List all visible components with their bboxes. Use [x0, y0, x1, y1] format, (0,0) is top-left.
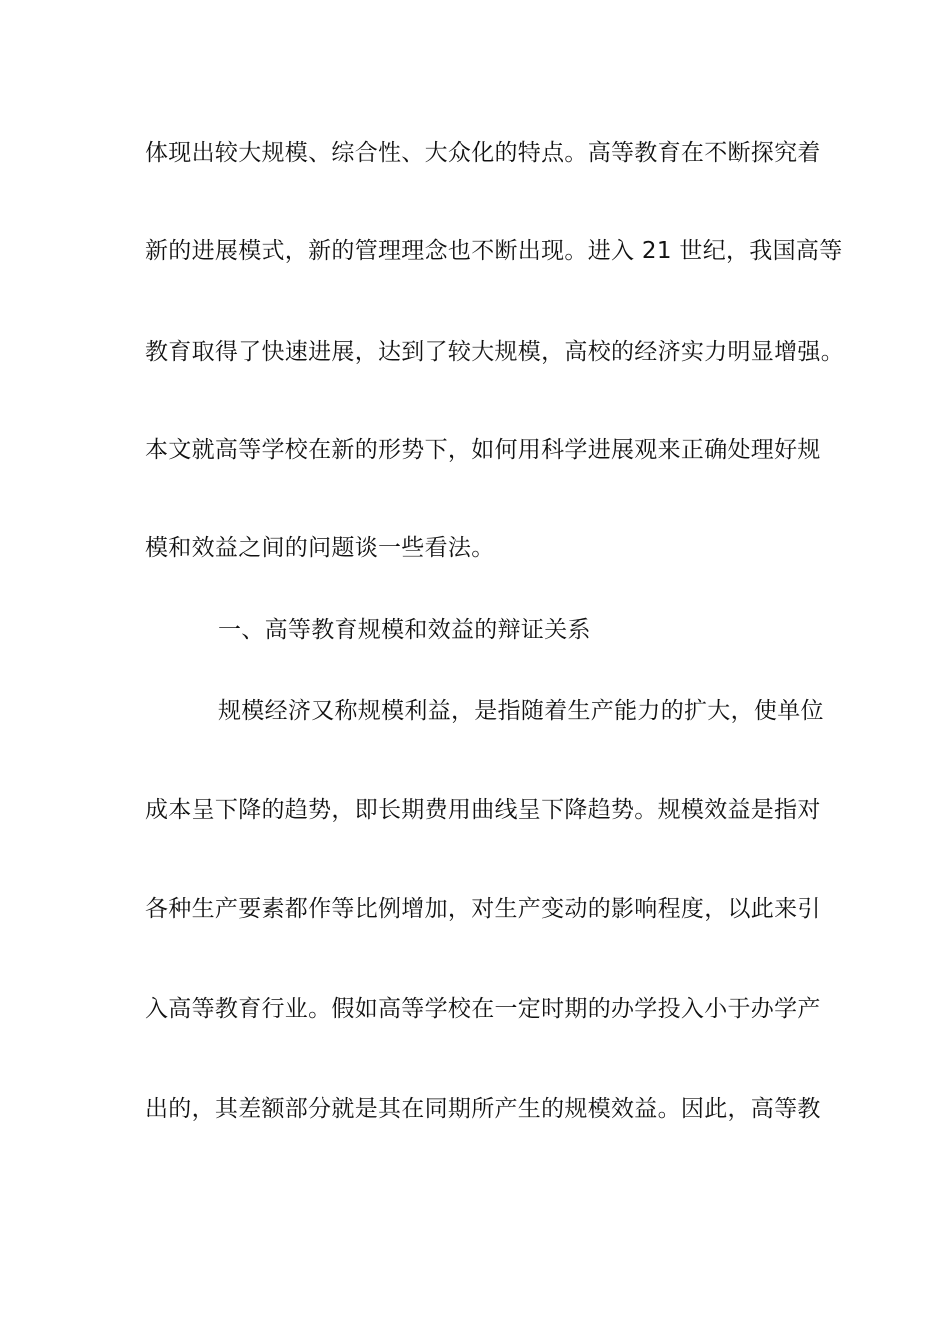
text-line: 出的，其差额部分就是其在同期所产生的规模效益。因此，高等教	[145, 1096, 821, 1122]
text-line: 各种生产要素都作等比例增加，对生产变动的影响程度，以此来引	[145, 896, 821, 922]
text-line: 入高等教育行业。假如高等学校在一定时期的办学投入小于办学产	[145, 996, 821, 1022]
text-line: 成本呈下降的趋势，即长期费用曲线呈下降趋势。规模效益是指对	[145, 797, 821, 823]
text-line: 教育取得了快速进展，达到了较大规模，高校的经济实力明显增强。	[145, 339, 844, 365]
text-line: 新的进展模式，新的管理理念也不断出现。进入 21 世纪，我国高等	[145, 238, 843, 264]
section-heading: 一、高等教育规模和效益的辩证关系	[218, 617, 591, 643]
text-line: 本文就高等学校在新的形势下，如何用科学进展观来正确处理好规	[145, 437, 821, 463]
text-line: 规模经济又称规模利益，是指随着生产能力的扩大，使单位	[218, 698, 824, 724]
text-line: 体现出较大规模、综合性、大众化的特点。高等教育在不断探究着	[145, 140, 821, 166]
text-line: 模和效益之间的问题谈一些看法。	[145, 535, 495, 561]
